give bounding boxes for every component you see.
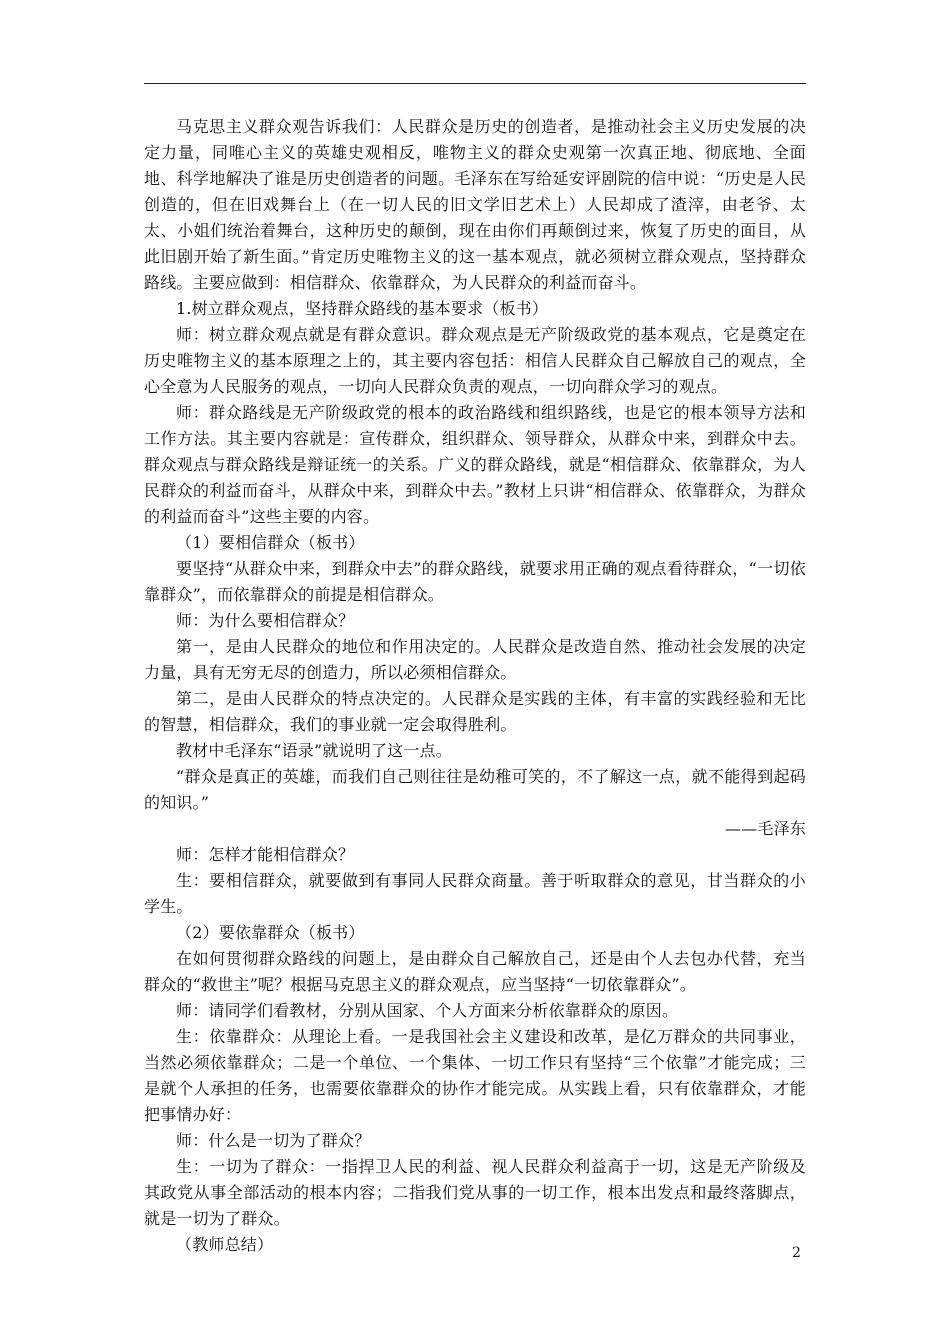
header-rule <box>144 83 806 84</box>
paragraph: 师：怎样才能相信群众？ <box>176 845 355 864</box>
paragraph: 师：什么是一切为了群众？ <box>176 1131 371 1150</box>
section-heading: 1.树立群众观点，坚持群众路线的基本要求（板书） <box>176 299 549 318</box>
paragraph: 师：为什么要相信群众？ <box>176 611 355 630</box>
paragraph: 教材中毛泽东“语录”就说明了这一点。 <box>176 741 452 760</box>
paragraph: 要坚持“从群众中来，到群众中去”的群众路线，就要求用正确的观点看待群众，“一切依靠群众”，而依靠群众的前提是相信群众。 <box>144 559 806 604</box>
paragraph: 马克思主义群众观告诉我们：人民群众是历史的创造者，是推动社会主义历史发展的决定力量，同唯心主义的英雄史观相反，唯物主义的群众史观第一次真正地、彻底地、全面地、科学地解决了谁是历史创造者的问题。毛泽东在写给延安评剧院的信中说：“历史是人民创造的，但在旧戏舞台上（在一切人民的旧文学旧艺术上）人民却成了渣滓，由老爷、太太、小姐们统治着舞台，这种历史的颠倒，现在由你们再颠倒过来，恢复了历史的面目，从此旧剧开始了新生面。”肯定历史唯物主义的这一基本观点，就必须树立群众观点，坚持群众路线。主要应做到：相信群众、依靠群众，为人民群众的利益而奋斗。 <box>144 117 806 292</box>
quotation-attribution: ——毛泽东 <box>724 819 806 838</box>
page-number: 2 <box>792 1245 801 1261</box>
body-text <box>144 114 806 1258</box>
paragraph: 第一，是由人民群众的地位和作用决定的。人民群众是改造自然、推动社会发展的决定力量，具有无穷无尽的创造力，所以必须相信群众。 <box>144 637 806 682</box>
paragraph: 第二，是由人民群众的特点决定的。人民群众是实践的主体，有丰富的实践经验和无比的智慧，相信群众，我们的事业就一定会取得胜利。 <box>144 689 806 734</box>
subsection-heading: （2）要依靠群众（板书） <box>176 923 365 942</box>
paragraph: 师：树立群众观点就是有群众意识。群众观点是无产阶级政党的基本观点，它是奠定在历史唯物主义的基本原理之上的，其主要内容包括：相信人民群众自己解放自己的观点，全心全意为人民服务的观点，一切向人民群众负责的观点，一切向群众学习的观点。 <box>144 325 806 396</box>
paragraph: 生：依靠群众：从理论上看。一是我国社会主义建设和改革，是亿万群众的共同事业，当然必须依靠群众；二是一个单位、一个集体、一切工作只有坚持“三个依靠”才能完成；三是就个人承担的任务，也需要依靠群众的协作才能完成。从实践上看，只有依靠群众，才能把事情办好： <box>144 1027 806 1124</box>
paragraph: 生：要相信群众，就要做到有事同人民群众商量。善于听取群众的意见，甘当群众的小学生。 <box>144 871 806 916</box>
paragraph: 在如何贯彻群众路线的问题上，是由群众自己解放自己，还是由个人去包办代替，充当群众的“救世主”呢？根据马克思主义的群众观点，应当坚持“一切依靠群众”。 <box>144 949 806 994</box>
subsection-heading: （1）要相信群众（板书） <box>176 533 365 552</box>
paragraph: 师：群众路线是无产阶级政党的根本的政治路线和组织路线，也是它的根本领导方法和工作方法。其主要内容就是：宣传群众，组织群众、领导群众，从群众中来，到群众中去。群众观点与群众路线是辩证统一的关系。广义的群众路线，就是“相信群众、依靠群众，为人民群众的利益而奋斗，从群众中来，到群众中去。”教材上只讲“相信群众、依靠群众，为群众的利益而奋斗”这些主要的内容。 <box>144 403 806 526</box>
paragraph: （教师总结） <box>176 1235 274 1254</box>
paragraph: 生：一切为了群众：一指捍卫人民的利益、视人民群众利益高于一切，这是无产阶级及其政党从事全部活动的根本内容；二指我们党从事的一切工作，根本出发点和最终落脚点，就是一切为了群众。 <box>144 1157 806 1228</box>
quotation: “群众是真正的英雄，而我们自己则往往是幼稚可笑的，不了解这一点，就不能得到起码的知识。” <box>144 767 806 812</box>
paragraph: 师：请同学们看教材，分别从国家、个人方面来分析依靠群众的原因。 <box>176 1001 679 1020</box>
